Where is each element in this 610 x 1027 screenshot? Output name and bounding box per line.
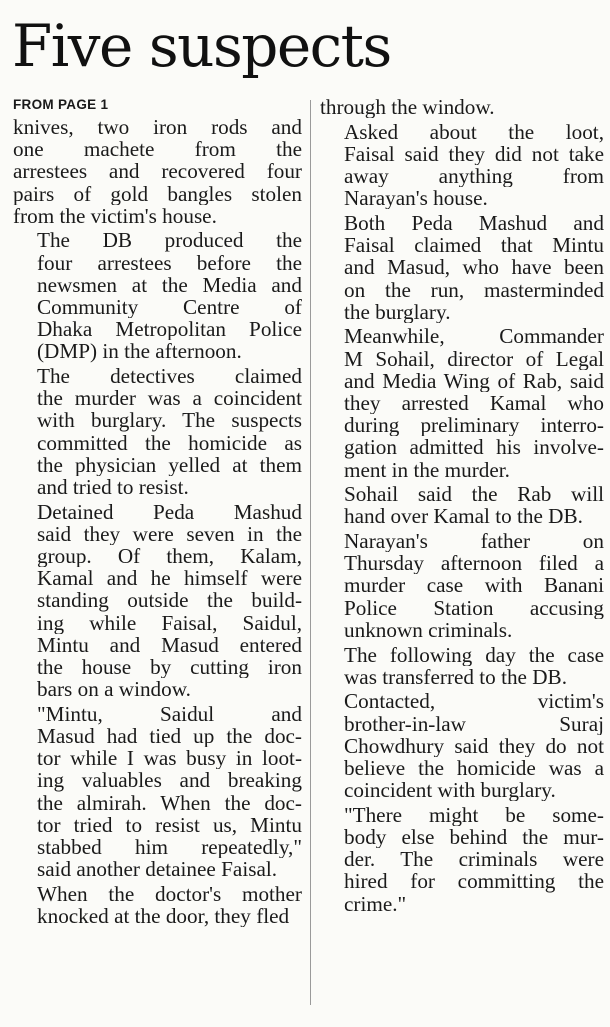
headline: Five suspects <box>12 12 391 80</box>
jump-kicker: FROM PAGE 1 <box>13 97 109 112</box>
text-line: Masud had tied up the doc- <box>37 725 302 748</box>
article-paragraph <box>320 690 604 801</box>
text-line: said they were seven in the <box>37 522 302 546</box>
text-line: bars on a window. <box>37 678 191 701</box>
text-line: Police Station accusing <box>344 596 604 619</box>
text-line: Contacted, victim's <box>344 690 604 713</box>
text-line: murder case with Banani <box>344 574 604 597</box>
article-column-right <box>320 96 604 917</box>
article-paragraph <box>13 883 302 927</box>
text-line: the house by cutting iron <box>37 656 302 679</box>
text-line: said another detainee Faisal. <box>37 858 278 881</box>
text-line: "There might be some- <box>344 803 604 826</box>
text-line: Kamal and he himself were <box>37 567 302 590</box>
text-line: gation admitted his involve- <box>344 436 604 459</box>
text-line: and tried to resist. <box>37 476 189 499</box>
text-line: ing valuables and breaking <box>37 769 302 792</box>
text-line: coincident with burglary. <box>344 779 556 802</box>
text-line: The following day the case <box>344 643 604 666</box>
article-paragraph <box>13 365 302 498</box>
text-line: during preliminary interro- <box>344 414 604 437</box>
text-line: hired for committing the <box>344 870 604 893</box>
text-line: they arrested Kamal who <box>344 391 604 415</box>
article-paragraph <box>320 530 604 641</box>
text-line: Detained Peda Mashud <box>37 500 302 523</box>
text-line: was transferred to the DB. <box>344 665 567 688</box>
text-line: Narayan's father on <box>344 530 604 553</box>
text-line: der. The criminals were <box>344 848 604 871</box>
article-paragraph <box>320 483 604 527</box>
text-line: tor while I was busy in loot- <box>37 747 302 770</box>
text-line: believe the homicide was a <box>344 756 604 780</box>
text-line: one machete from the <box>13 138 302 161</box>
text-line: knives, two iron rods and <box>13 116 302 139</box>
text-line: stabbed him repeatedly," <box>37 836 302 859</box>
article-column-left <box>13 96 302 930</box>
text-line: "Mintu, Saidul and <box>37 702 302 726</box>
text-line: The DB produced the <box>37 229 302 252</box>
text-line: knocked at the door, they fled <box>37 905 290 928</box>
text-line: on the run, masterminded <box>344 278 604 301</box>
text-line: When the doctor's mother <box>37 882 302 906</box>
text-line: Meanwhile, Commander <box>344 325 604 348</box>
article-paragraph <box>13 703 302 881</box>
text-line: hand over Kamal to the DB. <box>344 505 583 528</box>
article-paragraph <box>320 121 604 210</box>
text-line: M Sohail, director of Legal <box>344 347 604 370</box>
text-line: arrestees and recovered four <box>13 160 302 183</box>
text-line: The detectives claimed <box>37 365 302 388</box>
text-line: committed the homicide as <box>37 431 302 454</box>
text-line: Chowdhury said they do not <box>344 734 604 757</box>
article-paragraph <box>320 96 604 118</box>
article-paragraph <box>320 804 604 915</box>
text-line: four arrestees before the <box>37 251 302 274</box>
text-line: the almirah. When the doc- <box>37 791 302 814</box>
text-line: with burglary. The suspects <box>37 409 302 432</box>
text-line: newsmen at the Media and <box>37 273 302 296</box>
text-line: the burglary. <box>344 300 451 323</box>
text-line: the murder was a coincident <box>37 387 302 410</box>
text-line: pairs of gold bangles stolen <box>13 182 302 205</box>
article-paragraph <box>13 501 302 701</box>
text-line: Dhaka Metropolitan Police <box>37 318 302 341</box>
text-line: unknown criminals. <box>344 618 513 641</box>
text-line: through the window. <box>320 96 495 119</box>
text-line: Faisal claimed that Mintu <box>344 234 604 257</box>
text-line: ing while Faisal, Saidul, <box>37 611 302 634</box>
text-line: the physician yelled at them <box>37 453 302 476</box>
article-paragraph <box>13 229 302 362</box>
left-paragraphs <box>13 116 302 927</box>
text-line: tor tried to resist us, Mintu <box>37 813 302 836</box>
text-line: body else behind the mur- <box>344 826 604 849</box>
text-line: Asked about the loot, <box>344 120 604 143</box>
text-line: away anything from <box>344 165 604 188</box>
text-line: Faisal said they did not take <box>344 142 604 166</box>
text-line: Narayan's house. <box>344 187 488 210</box>
text-line: crime." <box>344 892 407 915</box>
text-line: Sohail said the Rab will <box>344 483 604 506</box>
text-line: Thursday afternoon filed a <box>344 552 604 575</box>
text-line: standing outside the build- <box>37 589 302 612</box>
text-line: group. Of them, Kalam, <box>37 545 302 568</box>
text-line: and Media Wing of Rab, said <box>344 369 604 392</box>
right-paragraphs <box>320 96 604 915</box>
article-paragraph <box>320 212 604 323</box>
article-paragraph <box>13 116 302 227</box>
text-line: Community Centre of <box>37 296 302 319</box>
article-paragraph <box>320 644 604 688</box>
text-line: ment in the murder. <box>344 458 510 481</box>
text-line: brother-in-law Suraj <box>344 712 604 735</box>
text-line: (DMP) in the afternoon. <box>37 340 242 363</box>
text-line: Mintu and Masud entered <box>37 633 302 656</box>
text-line: Both Peda Mashud and <box>344 211 604 235</box>
column-divider <box>310 100 311 1005</box>
text-line: and Masud, who have been <box>344 256 604 279</box>
article-paragraph <box>320 325 604 480</box>
text-line: from the victim's house. <box>13 204 217 227</box>
